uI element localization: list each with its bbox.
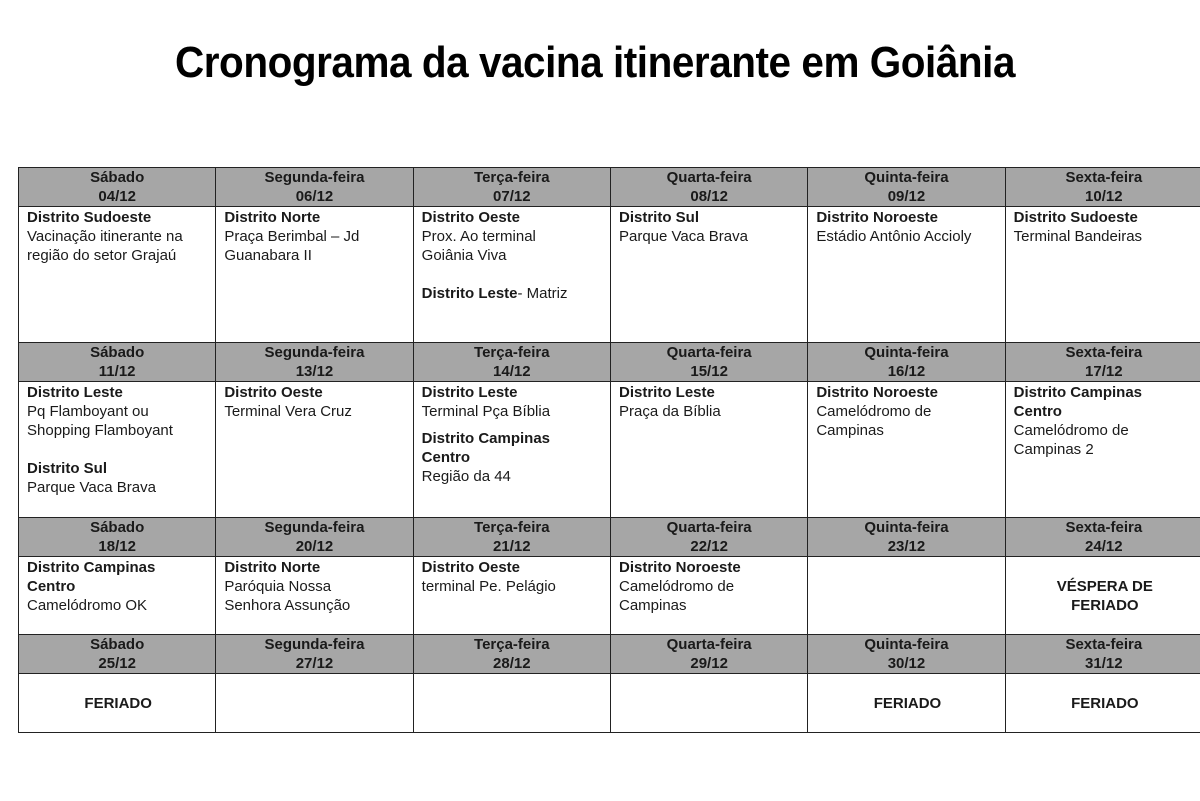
day-header: Terça-feira 07/12 [413, 168, 610, 207]
location-text: região do setor Grajaú [27, 247, 177, 264]
schedule-cell [19, 674, 216, 733]
holiday-note: FERIADO [873, 695, 942, 712]
week-header-row [19, 343, 1200, 382]
location-text: terminal Pe. Pelágio [421, 578, 556, 595]
schedule-cell [808, 382, 1005, 518]
district-name: Distrito Campinas [27, 559, 156, 576]
day-header: Segunda-feira 27/12 [216, 635, 413, 674]
holiday-note: VÉSPERA DE [1056, 578, 1153, 595]
district-name: Distrito Leste [421, 384, 518, 401]
schedule-cell [1005, 674, 1200, 733]
schedule-cell [808, 207, 1005, 343]
day-header: Sexta-feira 24/12 [1005, 518, 1200, 557]
location-text: Região da 44 [421, 468, 511, 485]
district-name: Distrito Noroeste [816, 384, 938, 401]
location-text: Parque Vaca Brava [27, 479, 156, 496]
schedule-cell [19, 557, 216, 635]
district-name: Distrito Norte [224, 559, 321, 576]
district-name: Distrito Oeste [421, 559, 521, 576]
location-text: Camelódromo de [618, 578, 735, 595]
day-header: Sábado 25/12 [19, 635, 216, 674]
day-header: Quarta-feira 22/12 [610, 518, 807, 557]
schedule-cell [19, 207, 216, 343]
district-name: Distrito Campinas [421, 430, 551, 447]
location-text: - Matriz [517, 285, 568, 302]
location-text: Camelódromo de [1013, 422, 1129, 439]
district-name: Distrito Sudoeste [27, 209, 152, 226]
day-header: Quinta-feira 23/12 [808, 518, 1005, 557]
location-text: Terminal Vera Cruz [224, 403, 352, 420]
week-header-row [19, 168, 1200, 207]
location-text: Shopping Flamboyant [27, 422, 173, 439]
location-text: Vacinação itinerante na [27, 228, 183, 245]
district-name: Distrito Leste [421, 285, 518, 302]
schedule-cell [1005, 382, 1200, 518]
day-header: Terça-feira 21/12 [413, 518, 610, 557]
day-header: Sábado 04/12 [19, 168, 216, 207]
location-text: Praça Berimbal – Jd [224, 228, 360, 245]
location-text: Camelódromo de [816, 403, 932, 420]
location-text: Paróquia Nossa [224, 578, 332, 595]
week-content-row [19, 674, 1200, 733]
schedule-cell [1005, 557, 1200, 635]
district-name: Centro [27, 578, 76, 595]
day-header: Segunda-feira 06/12 [216, 168, 413, 207]
day-header: Quarta-feira 29/12 [610, 635, 807, 674]
district-name: Centro [421, 449, 470, 466]
week-content-row [19, 557, 1200, 635]
schedule-cell [216, 382, 413, 518]
schedule-cell [610, 207, 807, 343]
location-text: Parque Vaca Brava [618, 228, 748, 245]
page-title: Cronograma da vacina itinerante em Goiânia [174, 38, 1016, 87]
location-text: Campinas 2 [1013, 441, 1094, 458]
day-header: Sábado 11/12 [19, 343, 216, 382]
day-header: Quarta-feira 08/12 [610, 168, 807, 207]
day-header: Quarta-feira 15/12 [610, 343, 807, 382]
schedule-cell [610, 382, 807, 518]
week-content-row [19, 207, 1200, 343]
schedule-cell [216, 674, 413, 733]
schedule-cell [808, 674, 1005, 733]
holiday-note: FERIADO [84, 695, 152, 712]
location-text: Campinas [816, 422, 884, 439]
location-text: Praça da Bíblia [618, 403, 721, 420]
district-name: Distrito Campinas [1013, 384, 1142, 401]
location-text: Campinas [618, 597, 687, 614]
location-text: Goiânia Viva [421, 247, 507, 264]
location-text: Terminal Pça Bíblia [421, 403, 551, 420]
schedule-cell [808, 557, 1005, 635]
district-name: Centro [1013, 403, 1062, 420]
location-text: Prox. Ao terminal [421, 228, 536, 245]
schedule-cell [413, 382, 610, 518]
day-header: Sexta-feira 31/12 [1005, 635, 1200, 674]
day-header: Sábado 18/12 [19, 518, 216, 557]
day-header: Terça-feira 28/12 [413, 635, 610, 674]
week-content-row [19, 382, 1200, 518]
day-header: Segunda-feira 13/12 [216, 343, 413, 382]
day-header: Quinta-feira 16/12 [808, 343, 1005, 382]
week-header-row [19, 518, 1200, 557]
district-name: Distrito Sudoeste [1013, 209, 1138, 226]
schedule-table [18, 167, 1200, 733]
schedule-cell [610, 674, 807, 733]
district-name: Distrito Oeste [421, 209, 521, 226]
location-text: Camelódromo OK [27, 597, 148, 614]
day-header: Segunda-feira 20/12 [216, 518, 413, 557]
district-name: Distrito Noroeste [816, 209, 938, 226]
holiday-note: FERIADO [1071, 695, 1139, 712]
week-header-row [19, 635, 1200, 674]
schedule-cell [19, 382, 216, 518]
district-name: Distrito Norte [224, 209, 321, 226]
schedule-cell [413, 207, 610, 343]
district-name: Distrito Oeste [224, 384, 323, 401]
day-header: Sexta-feira 10/12 [1005, 168, 1200, 207]
schedule-cell [413, 674, 610, 733]
district-name: Distrito Noroeste [618, 559, 741, 576]
district-name: Distrito Leste [618, 384, 715, 401]
schedule-cell [413, 557, 610, 635]
day-header: Quinta-feira 30/12 [808, 635, 1005, 674]
schedule-cell [216, 557, 413, 635]
day-header: Quinta-feira 09/12 [808, 168, 1005, 207]
district-name: Distrito Leste [27, 384, 123, 401]
location-text: Pq Flamboyant ou [27, 403, 149, 420]
schedule-cell [1005, 207, 1200, 343]
day-header: Terça-feira 14/12 [413, 343, 610, 382]
location-text: Guanabara II [224, 247, 312, 264]
schedule-cell [610, 557, 807, 635]
schedule-cell [216, 207, 413, 343]
location-text: Terminal Bandeiras [1013, 228, 1143, 245]
location-text: Estádio Antônio Accioly [816, 228, 972, 245]
location-text: Senhora Assunção [224, 597, 351, 614]
district-name: Distrito Sul [27, 460, 108, 477]
day-header: Sexta-feira 17/12 [1005, 343, 1200, 382]
district-name: Distrito Sul [618, 209, 699, 226]
holiday-note: FERIADO [1071, 597, 1139, 614]
